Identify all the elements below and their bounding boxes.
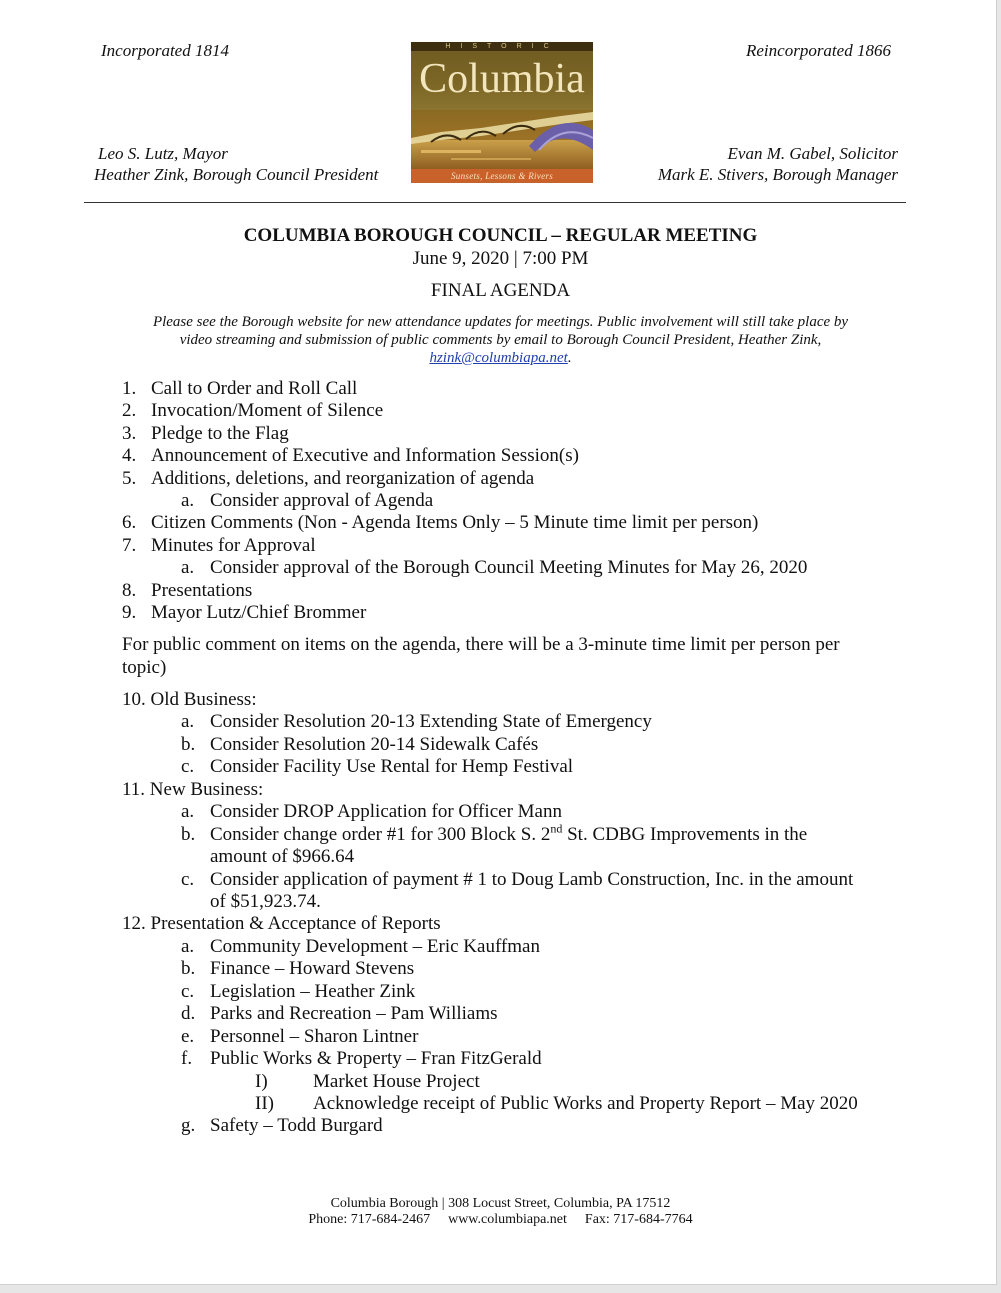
bridge-illustration — [411, 110, 593, 171]
columbia-logo — [411, 42, 593, 183]
notice-line-2: video streaming and submission of public comments by email to Borough Council President, Heather Zink, — [179, 332, 822, 348]
council-president-name: Heather Zink, Borough Council President — [94, 165, 379, 184]
meeting-datetime: June 9, 2020 | 7:00 PM — [412, 248, 589, 269]
public-comment-line-2: topic) — [122, 657, 167, 678]
new-business-item-b-line2: amount of $966.64 — [210, 846, 355, 867]
meeting-title: COLUMBIA BOROUGH COUNCIL – REGULAR MEETING — [243, 225, 758, 246]
new-business-heading: 11. New Business: — [122, 779, 264, 800]
borough-manager-name: Mark E. Stivers, Borough Manager — [657, 165, 898, 184]
new-business-item-c-line2: of $51,923.74. — [210, 891, 321, 912]
old-business-heading: 10. Old Business: — [122, 689, 257, 710]
public-comment-line-1: For public comment on items on the agenda, there will be a 3-minute time limit per person per — [122, 634, 840, 655]
footer-address: Columbia Borough | 308 Locust Street, Columbia, PA 17512 — [330, 1196, 671, 1211]
incorporated-text: Incorporated 1814 — [101, 41, 229, 60]
footer-website[interactable]: www.columbiapa.net — [448, 1212, 567, 1227]
solicitor-name: Evan M. Gabel, Solicitor — [727, 144, 898, 163]
agenda-type: FINAL AGENDA — [430, 280, 571, 301]
agenda-page: Incorporated 1814 Reincorporated 1866 Leo S. Lutz, Mayor Heather Zink, Borough Council President Evan M. Gabel, Solicitor Mark E. Stivers, Borough Manager HISTORIC Columbia Sunsets, Lessons & Rivers COLUMBIA BOROUGH COUNCIL – REGULAR MEETING June 9, 2020 | 7:00 PM FINAL AGENDA Please see the Borough website for new attendance updates for meetings. Public involvement will still take place by video streaming and submission of public comments by email to Borough Council President, Heather Zink, hzink@columbiapa.net. 1. Call to Order and Roll Call 2. Invocation/Moment of Silence 3. Pledge to the Flag 4. Announcement of Executive and Information Session(s) 5. Additions, deletions, and reorganization of agenda a. Consider approval of Agenda 6. Citizen Comments (Non - Agenda Items Only – 5 Minute time limit per person) 7. Minutes for Approval a. Consider approval of the Borough Council Meeting Minutes for May 26, 2020 8. Presentations 9. Mayor Lutz/Chief Brommer For public comment on items on the agenda, there will be a 3-minute time limit per person per topic) 10. Old Business: a. Consider Resolution 20-13 Extending State of Emergency b. Consider Resolution 20-14 Sidewalk Cafés c. Consider Facility Use Rental for Hemp Festival 11. New Business: a. Consider DROP Application for Officer Mann b. Consider change order #1 for 300 Block S. 2nd St. CDBG Improvements in the amount of $966.64 c. Consider application of payment # 1 to Doug Lamb Construction, Inc. in the amount of $51,923.74. 12. Presentation & Acceptance of Reports a. Community Development – Eric Kauffman b. Finance – Howard Stevens c. Legislation – Heather Zink d. Parks and Recreation – Pam Williams e. Personnel – Sharon Lintner f. Public Works & Property – Fran FitzGerald I) Market House Project II) Acknowledge receipt of Public Works and Property Report – May 2020 g. Safety – Todd Burgard Columbia Borough | 308 Locust Street, Columbia, PA 17512 Phone: 717-684-2467 www.columbiapa.net Fax: 717-684-7764 — [0, 0, 997, 1285]
logo-title: Columbia — [419, 56, 585, 102]
notice-line-1: Please see the Borough website for new attendance updates for meetings. Public involvement will still take place by — [152, 314, 849, 330]
reincorporated-text: Reincorporated 1866 — [746, 41, 891, 60]
footer-fax: Fax: 717-684-7764 — [584, 1212, 693, 1227]
footer-contact — [0, 1212, 1001, 1228]
notice-line-3: hzink@columbiapa.net. — [429, 350, 572, 366]
mayor-name: Leo S. Lutz, Mayor — [98, 144, 228, 163]
reports-heading: 12. Presentation & Acceptance of Reports — [122, 913, 441, 934]
footer-phone: Phone: 717-684-2467 — [308, 1212, 431, 1227]
header-divider — [84, 202, 906, 203]
logo-tagline: Sunsets, Lessons & Rivers — [411, 169, 593, 183]
email-link[interactable]: hzink@columbiapa.net — [429, 350, 568, 366]
logo-band-text: HISTORIC — [411, 42, 593, 51]
